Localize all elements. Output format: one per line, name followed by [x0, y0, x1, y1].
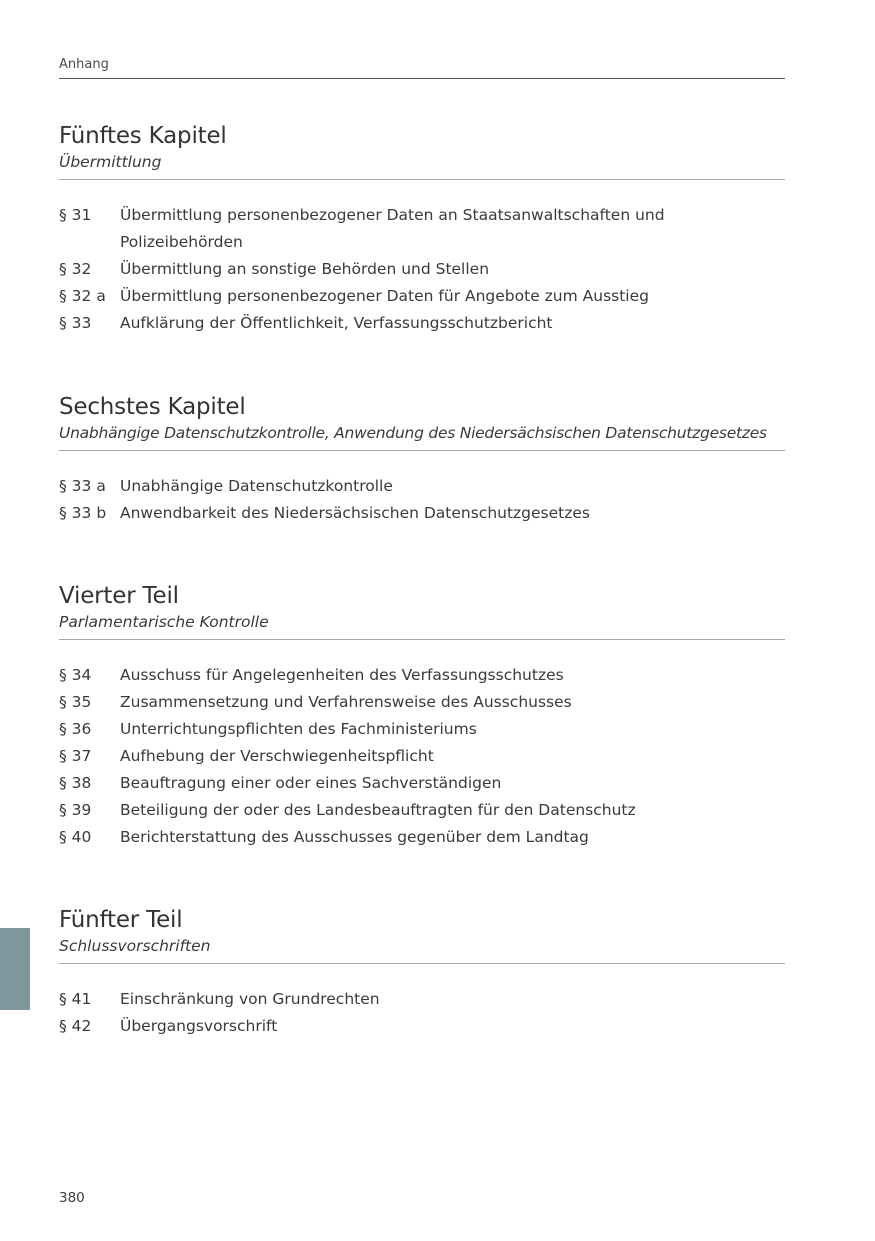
section-title: Vierter Teil [59, 583, 179, 609]
entry-title: Ausschuss für Angelegenheiten des Verfassungsschutzes [120, 666, 564, 684]
entry-title: Beteiligung der oder des Landesbeauftragten für den Datenschutz [120, 801, 636, 819]
paragraph-number: § 35 [59, 693, 92, 711]
toc-entry [59, 770, 785, 797]
paragraph-number: § 33 b [59, 504, 107, 522]
paragraph-number: § 40 [59, 828, 92, 846]
section-title: Fünfter Teil [59, 907, 183, 933]
paragraph-number: § 36 [59, 720, 92, 738]
section-fuenfter-teil [59, 905, 785, 1040]
toc-entry [59, 797, 785, 824]
running-head: Anhang [59, 57, 785, 79]
section-title: Fünftes Kapitel [59, 123, 227, 149]
entry-title: Aufklärung der Öffentlichkeit, Verfassungsschutzbericht [120, 314, 553, 332]
toc-entry [59, 1013, 785, 1040]
section-subtitle: Schlussvorschriften [59, 935, 785, 964]
section-subtitle: Parlamentarische Kontrolle [59, 611, 785, 640]
toc-entry [59, 202, 785, 256]
toc-entry [59, 689, 785, 716]
entry-list [59, 473, 785, 527]
entry-title: Übermittlung an sonstige Behörden und Stellen [120, 260, 490, 278]
entry-title: Aufhebung der Verschwiegenheitspflicht [120, 747, 434, 765]
section-subtitle: Übermittlung [59, 151, 785, 180]
section-sechstes-kapitel [59, 392, 785, 527]
entry-list [59, 202, 785, 337]
paragraph-number: § 38 [59, 774, 92, 792]
toc-entry [59, 310, 785, 337]
entry-title: Einschränkung von Grundrechten [120, 990, 380, 1008]
toc-entry [59, 256, 785, 283]
section-subtitle: Unabhängige Datenschutzkontrolle, Anwendung des Niedersächsischen Datenschutzgesetzes [59, 422, 785, 451]
entry-title: Berichterstattung des Ausschusses gegenüber dem Landtag [120, 828, 589, 846]
paragraph-number: § 34 [59, 666, 92, 684]
toc-entry [59, 743, 785, 770]
toc-entry [59, 473, 785, 500]
entry-title: Zusammensetzung und Verfahrensweise des Ausschusses [120, 693, 572, 711]
paragraph-number: § 33 a [59, 477, 106, 495]
paragraph-number: § 41 [59, 990, 92, 1008]
entry-title: Beauftragung einer oder eines Sachverständigen [120, 774, 502, 792]
entry-list [59, 662, 785, 851]
entry-title: Unterrichtungspflichten des Fachministeriums [120, 720, 477, 738]
paragraph-number: § 33 [59, 314, 92, 332]
section-fuenftes-kapitel [59, 121, 785, 337]
entry-list [59, 986, 785, 1040]
toc-entry [59, 824, 785, 851]
toc-entry [59, 283, 785, 310]
page-number: 380 [59, 1190, 85, 1206]
section-title: Sechstes Kapitel [59, 394, 246, 420]
entry-title: Übermittlung personenbezogener Daten an Staatsanwaltschaften und Polizeibehörden [120, 206, 665, 251]
paragraph-number: § 32 a [59, 287, 106, 305]
paragraph-number: § 37 [59, 747, 92, 765]
toc-entry [59, 716, 785, 743]
chapter-tab-marker [0, 928, 30, 1010]
paragraph-number: § 39 [59, 801, 92, 819]
toc-entry [59, 986, 785, 1013]
paragraph-number: § 31 [59, 206, 92, 224]
paragraph-number: § 32 [59, 260, 92, 278]
entry-title: Anwendbarkeit des Niedersächsischen Datenschutzgesetzes [120, 504, 590, 522]
entry-title: Unabhängige Datenschutzkontrolle [120, 477, 393, 495]
toc-entry [59, 662, 785, 689]
entry-title: Übergangsvorschrift [120, 1017, 278, 1035]
toc-entry [59, 500, 785, 527]
section-vierter-teil [59, 581, 785, 851]
paragraph-number: § 42 [59, 1017, 92, 1035]
entry-title: Übermittlung personenbezogener Daten für Angebote zum Ausstieg [120, 287, 649, 305]
